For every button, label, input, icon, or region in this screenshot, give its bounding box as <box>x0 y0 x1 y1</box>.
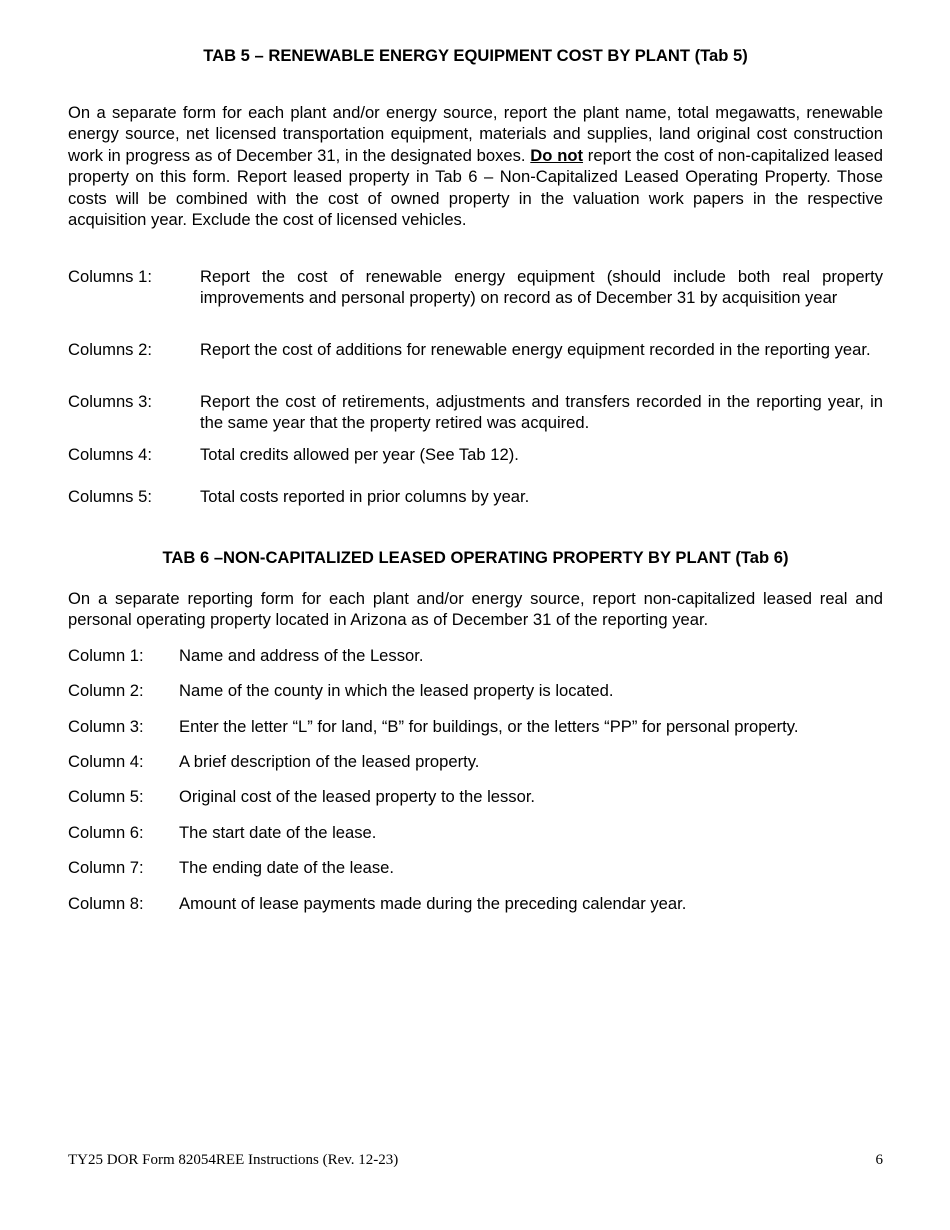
tab5-column-item <box>68 339 883 360</box>
tab5-intro-paragraph <box>68 102 883 230</box>
column-label: Column 4: <box>68 752 144 771</box>
tab6-column-item <box>68 680 883 701</box>
tab6-column-item <box>68 786 883 807</box>
column-description: Total costs reported in prior columns by year. <box>200 487 530 506</box>
tab5-do-not-emphasis: Do not <box>530 145 584 165</box>
tab5-column-item <box>68 266 883 309</box>
page-footer <box>68 1151 883 1169</box>
column-description: Amount of lease payments made during the preceding calendar year. <box>179 894 687 913</box>
column-description: Report the cost of renewable energy equipment (should include both real property improvements and personal property) on record as of December 31 by acquisition year <box>200 267 883 308</box>
tab6-column-item <box>68 751 883 772</box>
tab5-intro-text-1: On a separate form for each plant and/or energy source, report the plant name, total megawatts, renewable energy source, net licensed transportation equipment, materials and supplies, land original cost construction work in progress as of December 31, in the designated boxes. <box>68 103 883 165</box>
column-label: Columns 5: <box>68 487 152 506</box>
column-label: Columns 4: <box>68 445 152 464</box>
column-label: Columns 1: <box>68 267 152 286</box>
column-description: Total credits allowed per year (See Tab 12). <box>200 445 519 464</box>
tab5-intro-text-2: report the cost of non-capitalized leased property on this form. Report leased property in Tab 6 – Non-Capitalized Leased Operating Property. Those costs will be combined with the cost of owned property in the valuation work papers in the respective acquisition year. Exclude the cost of licensed vehicles. <box>68 145 883 230</box>
tab6-column-item <box>68 645 883 666</box>
footer-form-id: TY25 DOR Form 82054REE Instructions (Rev. 12-23) <box>68 1152 399 1168</box>
tab5-column-item <box>68 391 883 434</box>
column-description: A brief description of the leased property. <box>179 752 480 771</box>
column-label: Column 5: <box>68 787 144 806</box>
column-label: Column 3: <box>68 717 144 736</box>
column-label: Column 2: <box>68 681 144 700</box>
column-description: Enter the letter “L” for land, “B” for buildings, or the letters “PP” for personal property. <box>179 717 799 736</box>
footer-page-number: 6 <box>875 1152 883 1168</box>
tab6-column-item <box>68 716 883 737</box>
column-description: Name and address of the Lessor. <box>179 646 424 665</box>
tab6-heading: TAB 6 –NON-CAPITALIZED LEASED OPERATING PROPERTY BY PLANT (Tab 6) <box>162 548 789 567</box>
tab5-heading: TAB 5 – RENEWABLE ENERGY EQUIPMENT COST BY PLANT (Tab 5) <box>203 46 748 65</box>
column-description: Name of the county in which the leased property is located. <box>179 681 614 700</box>
column-label: Columns 2: <box>68 340 152 359</box>
column-label: Column 7: <box>68 858 144 877</box>
column-description: Report the cost of additions for renewable energy equipment recorded in the reporting year. <box>200 340 871 359</box>
tab6-column-item <box>68 822 883 843</box>
column-label: Column 8: <box>68 894 144 913</box>
column-description: The ending date of the lease. <box>179 858 394 877</box>
tab6-intro-paragraph: On a separate reporting form for each plant and/or energy source, report non-capitalized leased real and personal operating property located in Arizona as of December 31 of the reporting year. <box>68 589 883 630</box>
column-label: Column 1: <box>68 646 144 665</box>
tab5-column-item <box>68 486 883 507</box>
column-description: The start date of the lease. <box>179 823 377 842</box>
column-description: Report the cost of retirements, adjustments and transfers recorded in the reporting year, in the same year that the property retired was acquired. <box>200 392 883 433</box>
column-description: Original cost of the leased property to the lessor. <box>179 787 536 806</box>
tab6-column-item <box>68 857 883 878</box>
tab6-column-item <box>68 893 883 914</box>
column-label: Column 6: <box>68 823 144 842</box>
column-label: Columns 3: <box>68 392 152 411</box>
tab5-column-item <box>68 444 883 465</box>
